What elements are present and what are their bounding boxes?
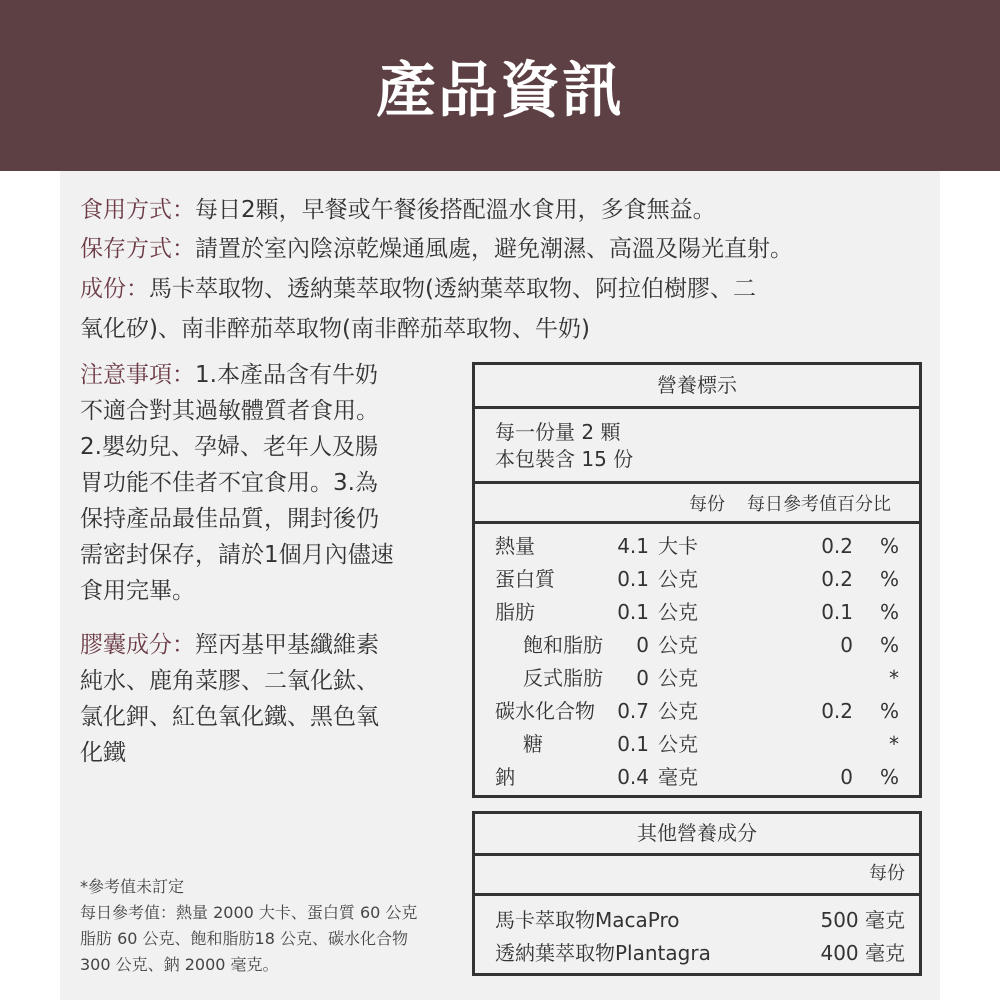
header-banner — [0, 0, 1000, 171]
nutrient-value: 0 — [636, 666, 649, 690]
nutrition-table — [472, 362, 922, 798]
ingredients-line: 氧化矽)、南非醉茄萃取物(南非醉茄萃取物、牛奶) — [80, 316, 590, 342]
nutrition-row — [475, 761, 919, 794]
nutrient-pct: % — [879, 567, 899, 591]
other-name: 透納葉萃取物Plantagra — [495, 941, 711, 965]
nutrient-name: 脂肪 — [495, 600, 535, 624]
nutrient-pct: % — [879, 534, 899, 558]
footnote-line: *參考值未訂定 — [80, 877, 185, 896]
nutrient-dv: 0.1 — [821, 600, 853, 624]
nutrition-body — [475, 524, 919, 794]
nutrient-value: 0.1 — [617, 567, 649, 591]
serving-size: 每一份量 2 顆 — [495, 420, 621, 444]
nutrient-dv: 0 — [840, 765, 853, 789]
nutrition-row — [475, 563, 919, 596]
nutrient-value: 0.7 — [617, 699, 649, 723]
ingredients-line: 馬卡萃取物、透納葉萃取物(透納葉萃取物、阿拉伯樹膠、二 — [149, 276, 756, 302]
footnote-line: 每日參考值：熱量 2000 大卡、蛋白質 60 公克 — [80, 903, 418, 922]
caution-line: 不適合對其過敏體質者食用。 — [80, 398, 379, 424]
capsule-text: 羥丙基甲基纖維素 — [195, 632, 379, 658]
capsule-label: 膠囊成分： — [80, 632, 195, 658]
caution-line: 需密封保存，請於1個月內儘速 — [80, 542, 394, 568]
nutrient-unit: 毫克 — [658, 765, 698, 789]
other-row — [495, 904, 905, 937]
nutrient-value: 0.1 — [617, 732, 649, 756]
caution-line: 胃功能不佳者不宜食用。3.為 — [80, 470, 378, 496]
nutrient-dv: 0.2 — [821, 534, 853, 558]
nutrient-name: 蛋白質 — [495, 567, 555, 591]
nutrient-unit: 公克 — [658, 567, 698, 591]
caution-line — [80, 357, 378, 393]
usage-value: 每日2顆，早餐或午餐後搭配溫水食用，多食無益。 — [195, 197, 716, 223]
other-amount: 500 毫克 — [820, 908, 905, 932]
caution-line: 食用完畢。 — [80, 578, 195, 604]
other-body — [475, 896, 919, 970]
nutrient-pct: * — [889, 732, 899, 756]
nutrient-unit: 公克 — [658, 732, 698, 756]
nutrient-unit: 大卡 — [658, 534, 698, 558]
nutrient-value: 0 — [636, 633, 649, 657]
nutrition-row — [475, 662, 919, 695]
storage-text — [80, 231, 793, 267]
nutrient-pct: % — [879, 699, 899, 723]
storage-value: 請置於室內陰涼乾燥通風處，避免潮濕、高溫及陽光直射。 — [195, 236, 793, 262]
nutrient-name: 反式脂肪 — [523, 666, 603, 690]
nutrient-dv: 0.2 — [821, 567, 853, 591]
capsule-line: 純水、鹿角菜膠、二氧化鈦、 — [80, 668, 379, 694]
nutrient-unit: 公克 — [658, 699, 698, 723]
other-title: 其他營養成分 — [475, 814, 919, 856]
nutrition-row — [475, 695, 919, 728]
caution-text: 1.本產品含有牛奶 — [195, 362, 378, 388]
page-title: 產品資訊 — [376, 55, 624, 126]
nutrient-unit: 公克 — [658, 600, 698, 624]
nutrient-name: 熱量 — [495, 534, 535, 558]
caution-line: 保持產品最佳品質，開封後仍 — [80, 506, 379, 532]
nutrient-name: 鈉 — [495, 765, 515, 789]
storage-label: 保存方式： — [80, 236, 195, 262]
nutrient-unit: 公克 — [658, 666, 698, 690]
nutrition-row — [475, 530, 919, 563]
nutrient-value: 4.1 — [617, 534, 649, 558]
nutrient-dv: 0 — [840, 633, 853, 657]
nutrient-dv: 0.2 — [821, 699, 853, 723]
nutrition-row — [475, 596, 919, 629]
col-per-serving: 每份 — [689, 494, 725, 515]
serving-info — [475, 409, 919, 484]
footnote-line: 300 公克、鈉 2000 毫克。 — [80, 955, 279, 974]
caution-line: 2.嬰幼兒、孕婦、老年人及腸 — [80, 434, 378, 460]
nutrient-name: 飽和脂肪 — [523, 633, 603, 657]
col-daily-value: 每日參考值百分比 — [747, 494, 891, 515]
nutrient-value: 0.1 — [617, 600, 649, 624]
nutrient-value: 0.4 — [617, 765, 649, 789]
footnote-line: 脂肪 60 公克、飽和脂肪18 公克、碳水化合物 — [80, 929, 408, 948]
nutrient-pct: % — [879, 600, 899, 624]
nutrient-pct: * — [889, 666, 899, 690]
nutrition-header — [475, 484, 919, 524]
caution-label: 注意事項： — [80, 362, 195, 388]
other-name: 馬卡萃取物MacaPro — [495, 908, 680, 932]
ingredients-text — [80, 271, 756, 307]
nutrient-name: 碳水化合物 — [495, 699, 595, 723]
ingredients-label: 成份： — [80, 276, 149, 302]
capsule-line: 化鐵 — [80, 740, 126, 766]
capsule-line — [80, 627, 379, 663]
nutrient-name: 糖 — [523, 732, 543, 756]
nutrition-title: 營養標示 — [475, 365, 919, 409]
other-amount: 400 毫克 — [820, 941, 905, 965]
capsule-line: 氯化鉀、紅色氧化鐵、黑色氧 — [80, 704, 379, 730]
usage-text — [80, 192, 716, 228]
nutrient-pct: % — [879, 765, 899, 789]
nutrition-row — [475, 629, 919, 662]
nutrient-pct: % — [879, 633, 899, 657]
nutrition-row — [475, 728, 919, 761]
nutrient-unit: 公克 — [658, 633, 698, 657]
other-row — [495, 937, 905, 970]
other-col-per: 每份 — [475, 856, 919, 896]
servings-per-pack: 本包裝含 15 份 — [495, 447, 634, 471]
usage-label: 食用方式： — [80, 197, 195, 223]
other-nutrients-table — [472, 811, 922, 976]
